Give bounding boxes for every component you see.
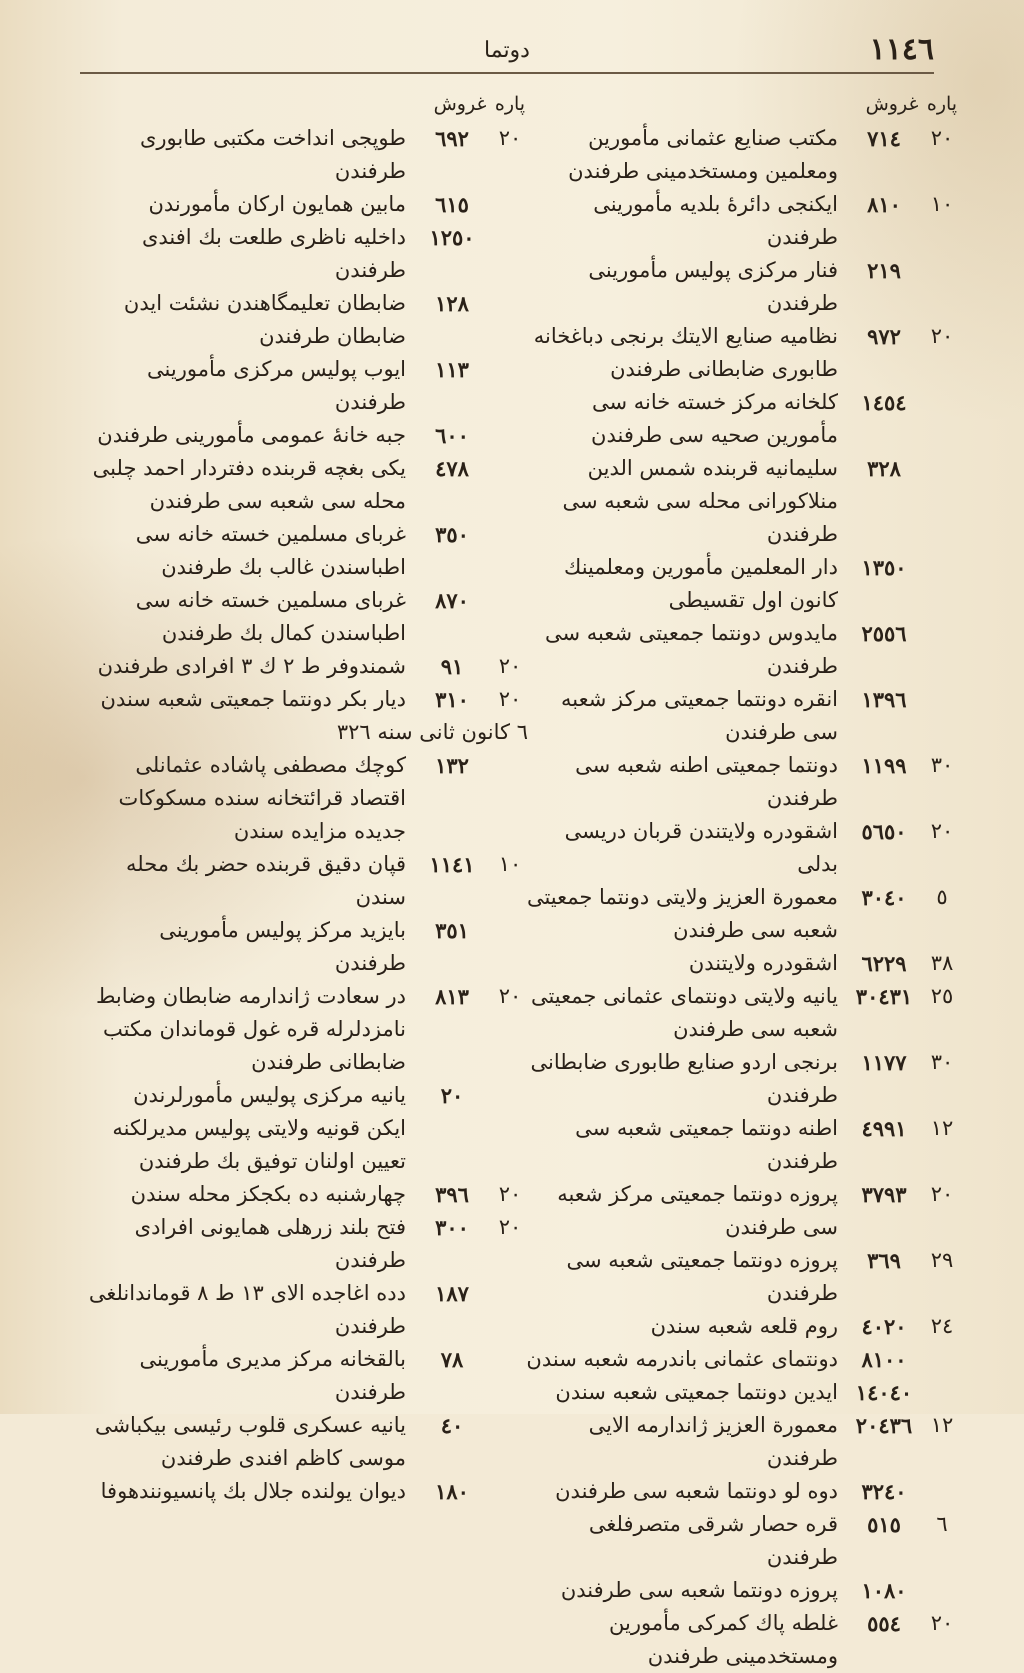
column-header (88, 88, 528, 120)
entry-description: غلطه پاك كمركى مأمورين ومستخدمينى طرفندن (609, 1611, 838, 1668)
entry-kurus: ٦٩٢ (435, 126, 469, 151)
entry-kurus: ١١٧٧ (861, 1050, 907, 1075)
ledger-entry (88, 122, 528, 188)
entry-para: ٢٠ (930, 324, 954, 348)
entry-description: اشقودره ولايتندن قربان دريسى بدلى (564, 819, 838, 876)
entry-kurus: ٤٠ (440, 1413, 464, 1438)
ledger-entry (520, 1310, 960, 1343)
entry-description: بالقخانه مركز مديرى مأمورينى طرفندن (139, 1347, 406, 1404)
running-header (80, 28, 934, 74)
entry-kurus: ٣٩٦ (435, 1182, 469, 1207)
entry-para: ١٠ (498, 852, 522, 876)
entry-para: ٢٠ (930, 819, 954, 843)
ledger-entry (88, 287, 528, 353)
entry-description: يانيه مركزى پوليس مأمورلرندن ايكن قونيه ولايتى پوليس مديرلكنه تعيين اولنان توفيق بك طرفندن (112, 1083, 406, 1173)
ledger-entry (88, 1277, 528, 1343)
entry-para: ١٠ (930, 192, 954, 216)
entry-kurus: ٥٦٥٠ (861, 819, 907, 844)
entry-para: ٣٠ (930, 753, 954, 777)
entry-para: ٣٠ (930, 1050, 954, 1074)
entry-description: روم قلعه شعبه سندن (650, 1314, 838, 1338)
ledger-entry (520, 947, 960, 980)
entry-kurus: ٣٠٤٠ (861, 885, 907, 910)
entry-kurus: ١٤٥٤ (861, 390, 907, 415)
ledger-entry (88, 848, 528, 914)
entry-description: غرباى مسلمين خسته خانه سى اطباسندن كمال بك طرفندن (135, 588, 406, 645)
ledger-entry (88, 452, 528, 518)
entry-description: معمورة العزيز ژاندارمه الايى طرفندن (588, 1413, 838, 1470)
entry-description: معمورة العزيز ولايتى دونتما جمعيتى شعبه سى طرفندن (526, 885, 838, 942)
entry-kurus: ٢٠٤٣٦ (855, 1413, 913, 1438)
ledger-entry (520, 1178, 960, 1244)
entry-para: ٢٥ (930, 984, 954, 1008)
ledger-entry (88, 1079, 528, 1178)
ledger-entry (520, 254, 960, 320)
entry-kurus: ٢٥٥٦ (861, 621, 907, 646)
ledger-entry (88, 749, 528, 848)
entry-kurus: ١١٩٩ (861, 753, 907, 778)
entry-description: داخليه ناظرى طلعت بك افندى طرفندن (141, 225, 406, 282)
entry-kurus: ٣٢٨ (867, 456, 901, 481)
ledger-entry (520, 617, 960, 683)
entry-description: پروزه دونتما شعبه سى طرفندن (560, 1578, 838, 1602)
entry-description: چهارشنبه ده بكجكز محله سندن (130, 1182, 406, 1206)
entry-description: پروزه دونتما جمعيتى شعبه سى طرفندن (566, 1248, 838, 1305)
entry-kurus: ٧١٤ (867, 126, 901, 151)
ledger-entry (520, 683, 960, 749)
entry-description: مكتب صنايع عثمانى مأمورين ومعلمين ومستخدمينى طرفندن (568, 126, 838, 183)
ledger-entry (520, 386, 960, 452)
entry-kurus: ١٠٨٠ (861, 1578, 907, 1603)
entry-para: ٢٩ (930, 1248, 954, 1272)
entry-description: ضابطان تعليمگاهندن نشئت ايدن ضابطان طرفندن (123, 291, 406, 348)
entry-kurus: ٣٥٠ (435, 522, 469, 547)
entry-description: فتح بلند زرهلى همايونى افرادى طرفندن (134, 1215, 406, 1272)
entry-para: ٢٠ (930, 1611, 954, 1635)
column-header (520, 88, 960, 120)
entry-para: ٢٠ (930, 1182, 954, 1206)
entry-para: ٢٠ (498, 687, 522, 711)
ledger-entry (520, 188, 960, 254)
entry-description: ايكنجى دائرهٔ بلديه مأمورينى طرفندن (593, 192, 838, 249)
entry-para: ١٢ (930, 1413, 954, 1437)
ledger-entry (520, 749, 960, 815)
ledger-entry (88, 419, 528, 452)
entry-description: اطنه دونتما جمعيتى شعبه سى طرفندن (575, 1116, 838, 1173)
ledger-entry (88, 518, 528, 584)
right-column (520, 88, 960, 1673)
kurus-header: غروش (433, 93, 487, 115)
entry-para: ٢٤ (930, 1314, 954, 1338)
ledger-entry (520, 980, 960, 1046)
entry-kurus: ٣٧٩٣ (861, 1182, 907, 1207)
ledger-entry (520, 1244, 960, 1310)
entry-para: ٢٠ (498, 126, 522, 150)
entry-kurus: ٨١٣ (435, 984, 469, 1009)
entry-para: ٢٠ (498, 1215, 522, 1239)
entry-description: ديوان يولنده جلال بك پانسيونندهوفا (100, 1479, 406, 1503)
entry-description: يكى بغچه قربنده دفتردار احمد چلبى محله سى شعبه سى طرفندن (92, 456, 406, 513)
page-number: ١١٤٦ (869, 32, 934, 67)
entry-description: مايدوس دونتما جمعيتى شعبه سى طرفندن (544, 621, 838, 678)
ledger-entry (520, 1376, 960, 1409)
entry-description: فنار مركزى پوليس مأمورينى طرفندن (588, 258, 838, 315)
entry-para: ٢٠ (498, 984, 522, 1008)
ledger-entry (520, 1574, 960, 1607)
ledger-entry (520, 881, 960, 947)
ledger-entry (520, 1475, 960, 1508)
ledger-entry (88, 980, 528, 1079)
entry-description: غرباى مسلمين خسته خانه سى اطباسندن غالب بك طرفندن (135, 522, 406, 579)
entry-kurus: ١٣٥٠ (861, 555, 907, 580)
entry-kurus: ١٤٠٤٠ (855, 1380, 913, 1405)
entry-kurus: ٩٧٢ (867, 324, 901, 349)
entry-description: برنجى اردو صنايع طابورى ضابطانى طرفندن (530, 1050, 838, 1107)
entry-description: نظاميه صنايع الايتك برنجى دباغخانه طابورى ضابطانى طرفندن (533, 324, 838, 381)
entry-kurus: ٣٠٠ (435, 1215, 469, 1240)
entry-description: كوچك مصطفى پاشاده عثمانلى اقتصاد قرائتخانه سنده مسكوكات جديده مزايده سندن (118, 753, 406, 843)
entry-kurus: ٣٥١ (435, 918, 469, 943)
ledger-entry (520, 1343, 960, 1376)
entry-kurus: ٥٥٤ (867, 1611, 901, 1636)
entry-description: جبه خانهٔ عمومى مأمورينى طرفندن (97, 423, 406, 447)
entry-kurus: ٢١٩ (867, 258, 901, 283)
ledger-entry (520, 452, 960, 551)
ledger-entry (520, 551, 960, 617)
date-heading: ٦ كانون ثانى سنه ٣٢٦ (336, 720, 528, 744)
kurus-header: غروش (865, 93, 919, 115)
entry-description: دونتما جمعيتى اطنه شعبه سى طرفندن (575, 753, 838, 810)
entry-kurus: ٣١٠ (435, 687, 469, 712)
entry-description: مابين همايون اركان مأمورندن (148, 192, 406, 216)
ledger-entry (520, 1607, 960, 1673)
ledger-entry (520, 122, 960, 188)
ledger-entry (88, 650, 528, 683)
entry-para: ٢٠ (498, 1182, 522, 1206)
entry-description: انقره دونتما جمعيتى مركز شعبه سى طرفندن (561, 687, 838, 744)
entry-kurus: ٤٠٢٠ (861, 1314, 907, 1339)
entry-description: پروزه دونتما جمعيتى مركز شعبه سى طرفندن (557, 1182, 838, 1239)
entry-description: دوه لو دونتما شعبه سى طرفندن (555, 1479, 838, 1503)
entry-kurus: ٨١٠ (867, 192, 901, 217)
entry-para: ٦ (936, 1512, 948, 1536)
ledger-entry (88, 914, 528, 980)
entry-kurus: ٦١٥ (435, 192, 469, 217)
entry-description: كلخانه مركز خسته خانه سى مأمورين صحيه سى طرفندن (591, 390, 838, 447)
ledger-entry (88, 1475, 528, 1508)
ledger-entry (520, 1046, 960, 1112)
entry-para: ١٢ (930, 1116, 954, 1140)
entry-kurus: ١١٣ (435, 357, 469, 382)
entry-description: قره حصار شرقى متصرفلغى طرفندن (588, 1512, 838, 1569)
entry-description: بايزيد مركز پوليس مأمورينى طرفندن (159, 918, 406, 975)
entry-kurus: ٤٩٩١ (861, 1116, 907, 1141)
ledger-entry (88, 1211, 528, 1277)
entry-description: ديار بكر دونتما جمعيتى شعبه سندن (100, 687, 406, 711)
entry-kurus: ١٣٢ (435, 753, 469, 778)
entry-description: يانيه ولايتى دونتماى عثمانى جمعيتى شعبه سى طرفندن (530, 984, 838, 1041)
entry-description: سليمانيه قربنده شمس الدين منلاكورانى محله سى شعبه سى طرفندن (562, 456, 838, 546)
entry-kurus: ٩١ (440, 654, 464, 679)
entry-kurus: ٦٢٢٩ (861, 951, 907, 976)
entry-description: اشقودره ولايتندن (688, 951, 838, 975)
entry-description: قپان دقيق قربنده حضر بك محله سندن (126, 852, 406, 909)
entry-kurus: ٣٢٤٠ (861, 1479, 907, 1504)
entry-description: ايدين دونتما جمعيتى شعبه سندن (555, 1380, 838, 1404)
ledger-entry (88, 1178, 528, 1211)
ledger-entry (88, 716, 528, 749)
ledger-entry (88, 221, 528, 287)
para-header: پاره (926, 93, 958, 115)
entry-para: ٢٠ (498, 654, 522, 678)
left-column (88, 88, 528, 1508)
entry-description: در سعادت ژاندارمه ضابطان وضابط نامزدلرله قره غول قوماندان مكتب ضابطانى طرفندن (95, 984, 406, 1074)
entry-para: ٣٨ (930, 951, 954, 975)
ledger-entry (520, 1409, 960, 1475)
page-title: دوتما (484, 38, 530, 63)
entry-kurus: ٥١٥ (867, 1512, 901, 1537)
entry-description: ايوب پوليس مركزى مأمورينى طرفندن (147, 357, 406, 414)
entry-para: ٥ (936, 885, 948, 909)
para-header: پاره (494, 93, 526, 115)
entry-kurus: ٦٠٠ (435, 423, 469, 448)
entry-kurus: ١٢٥٠ (429, 225, 475, 250)
entry-description: دده اغاجده الاى ١٣ ط ٨ قوماندانلغى طرفندن (88, 1281, 406, 1338)
ledger-entry (520, 815, 960, 881)
entry-kurus: ٨١٠٠ (861, 1347, 907, 1372)
ledger-entry (88, 1343, 528, 1409)
entry-description: يانيه عسكرى قلوب رئيسى بيكباشى موسى كاظم افندى طرفندن (94, 1413, 406, 1470)
ledger-entry (88, 188, 528, 221)
entry-kurus: ٣٠٤٣١ (855, 984, 913, 1009)
ledger-entry (88, 353, 528, 419)
ledger-entry (520, 1508, 960, 1574)
entry-kurus: ٢٠ (440, 1083, 464, 1108)
entry-kurus: ١٨٧ (435, 1281, 469, 1306)
entry-description: دار المعلمين مأمورين ومعلمينك كانون اول تقسيطى (564, 555, 838, 612)
entry-kurus: ١١٤١ (429, 852, 475, 877)
entry-kurus: ١٢٨ (435, 291, 469, 316)
ledger-entry (520, 320, 960, 386)
entry-kurus: ٧٨ (440, 1347, 464, 1372)
entry-description: شمندوفر ط ٢ ك ٣ افرادى طرفندن (97, 654, 406, 678)
ledger-entry (88, 584, 528, 650)
entry-kurus: ١٣٩٦ (861, 687, 907, 712)
entry-description: طوپجى انداخت مكتبى طابورى طرفندن (139, 126, 406, 183)
entry-kurus: ١٨٠ (435, 1479, 469, 1504)
ledger-entry (520, 1112, 960, 1178)
entry-kurus: ٤٧٨ (435, 456, 469, 481)
ledger-entry (88, 1409, 528, 1475)
entry-para: ٢٠ (930, 126, 954, 150)
entry-description: دونتماى عثمانى باندرمه شعبه سندن (526, 1347, 838, 1371)
entry-kurus: ٨٧٠ (435, 588, 469, 613)
ledger-entry (88, 683, 528, 716)
entry-kurus: ٣٦٩ (867, 1248, 901, 1273)
